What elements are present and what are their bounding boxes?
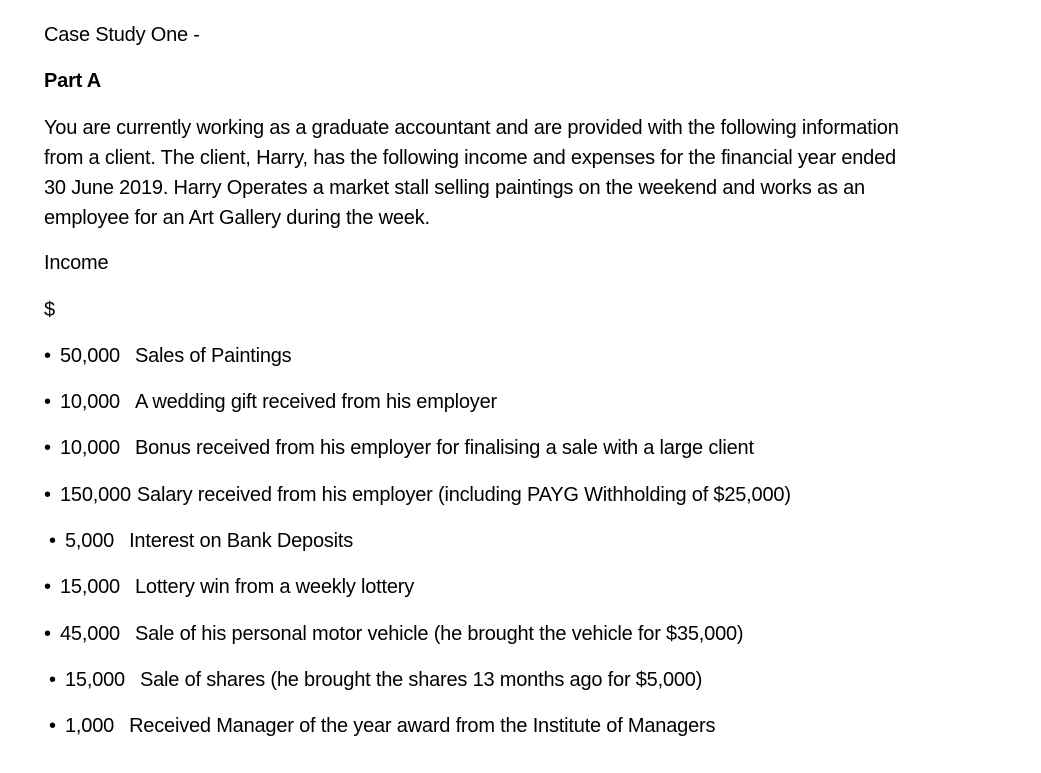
- intro-line: from a client. The client, Harry, has the following income and expenses for the financial year ended: [44, 147, 896, 169]
- income-amount: 5,000: [65, 530, 115, 552]
- income-item: [44, 433, 754, 463]
- income-item: [44, 341, 291, 371]
- income-item: [49, 526, 353, 556]
- bullet-icon: •: [44, 623, 51, 645]
- income-description: Received Manager of the year award from the Institute of Managers: [129, 715, 716, 737]
- income-item: [44, 572, 414, 602]
- income-description: Interest on Bank Deposits: [129, 530, 354, 552]
- intro-line: employee for an Art Gallery during the week.: [44, 207, 430, 229]
- income-label: Income: [44, 252, 109, 274]
- bullet-icon: •: [49, 669, 56, 691]
- income-item: [49, 711, 715, 741]
- income-description: Bonus received from his employer for finalising a sale with a large client: [134, 437, 754, 459]
- income-description: Sale of his personal motor vehicle (he brought the vehicle for $35,000): [134, 623, 744, 645]
- income-item: [44, 619, 743, 649]
- income-amount: 15,000: [60, 576, 120, 598]
- income-description: Sales of Paintings: [134, 345, 292, 367]
- intro-line: 30 June 2019. Harry Operates a market stall selling paintings on the weekend and works as an: [44, 177, 865, 199]
- income-amount: 1,000: [65, 715, 115, 737]
- income-amount: 150,000: [60, 484, 131, 506]
- income-amount: 10,000: [60, 437, 120, 459]
- bullet-icon: •: [49, 530, 56, 552]
- income-description: A wedding gift received from his employer: [134, 391, 497, 413]
- income-amount: 50,000: [60, 345, 120, 367]
- income-description: Sale of shares (he brought the shares 13 months ago for $5,000): [139, 669, 703, 691]
- intro-line: You are currently working as a graduate accountant and are provided with the following information: [44, 117, 899, 139]
- bullet-icon: •: [44, 484, 51, 506]
- bullet-icon: •: [44, 576, 51, 598]
- intro-paragraph: [44, 113, 974, 233]
- bullet-icon: •: [49, 715, 56, 737]
- case-study-heading: Case Study One -: [44, 24, 200, 46]
- income-description: Lottery win from a weekly lottery: [134, 576, 415, 598]
- income-item: [44, 480, 791, 510]
- bullet-icon: •: [44, 437, 51, 459]
- income-amount: 10,000: [60, 391, 120, 413]
- bullet-icon: •: [44, 391, 51, 413]
- bullet-icon: •: [44, 345, 51, 367]
- currency-label: $: [44, 299, 55, 321]
- part-heading: Part A: [44, 70, 101, 92]
- income-item: [49, 665, 702, 695]
- income-amount: 45,000: [60, 623, 120, 645]
- income-description: Salary received from his employer (including PAYG Withholding of $25,000): [136, 484, 791, 506]
- income-amount: 15,000: [65, 669, 125, 691]
- income-item: [44, 387, 497, 417]
